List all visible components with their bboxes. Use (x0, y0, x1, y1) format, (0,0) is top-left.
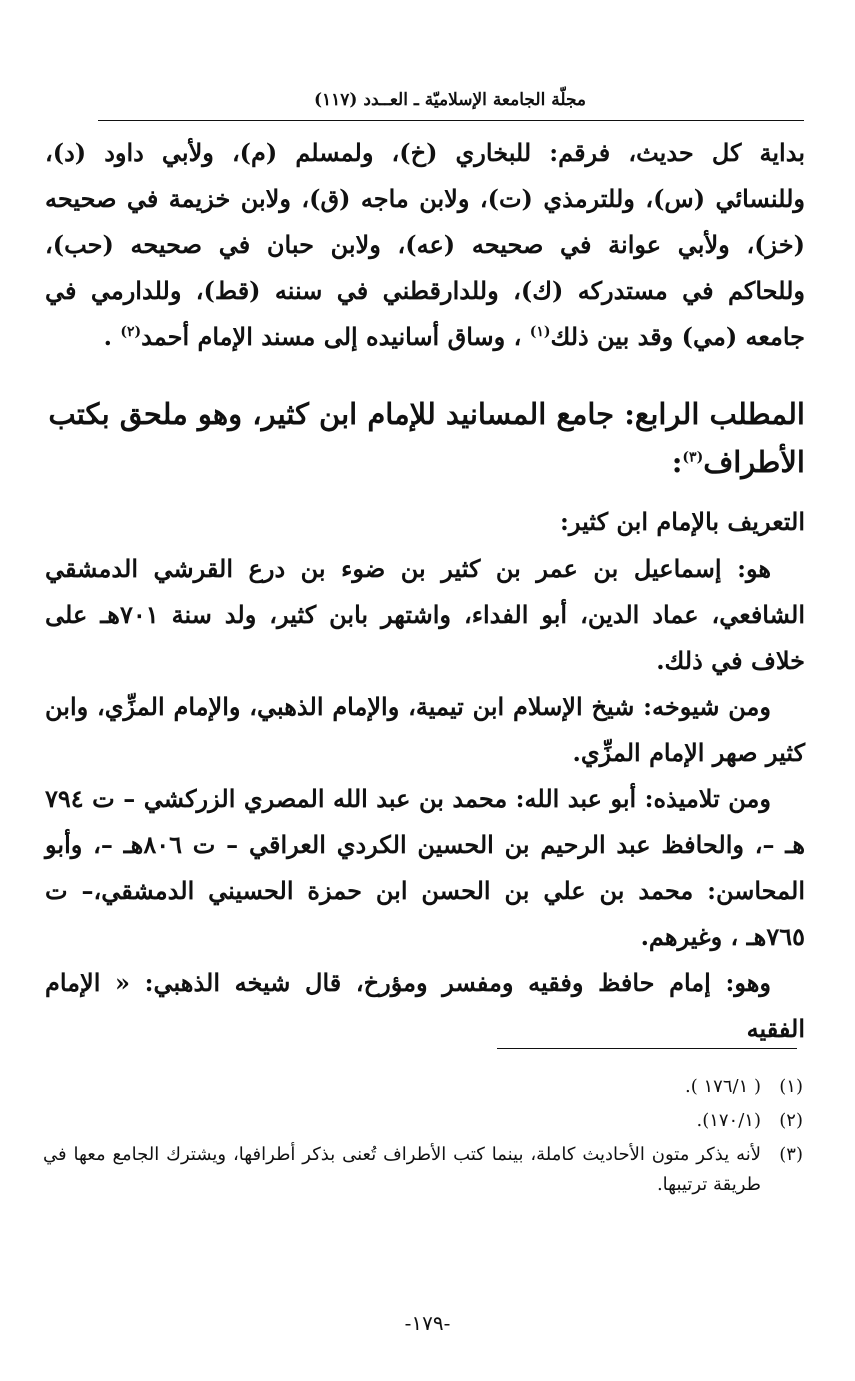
footnote-ref-3: (٣) (682, 449, 704, 466)
section-heading-text: المطلب الرابع: جامع المسانيد للإمام ابن كثير، وهو ملحق بكتب الأطراف (48, 397, 805, 479)
footnote-item (43, 1106, 803, 1136)
footnote-text: لأنه يذكر متون الأحاديث كاملة، بينما كتب الأطراف تُعنى بذكر أطرافها، ويشترك الجامع معها في طريقة ترتيبها. (43, 1144, 761, 1195)
footnote-number: (٣) (779, 1144, 803, 1165)
footnote-number: (١) (779, 1076, 803, 1097)
running-header: مجلّة الجامعة الإسلاميّة ـ العــدد (١١٧) (313, 90, 587, 110)
footnote-number: (٢) (779, 1110, 803, 1131)
paragraph-description: وهو: إمام حافظ وفقيه ومفسر ومؤرخ، قال شيخه الذهبي: « الإمام الفقيه (45, 968, 805, 1043)
section-heading-end: : (671, 445, 683, 479)
footnote-text: ( ١٧٦/١ ). (685, 1076, 761, 1097)
paragraph-intro (45, 130, 805, 360)
paragraph-teachers: ومن شيوخه: شيخ الإسلام ابن تيمية، والإمام الذهبي، والإمام المزِّي، وابن كثير صهر الإمام المزِّي. (45, 692, 805, 767)
paragraph-biography: هو: إسماعيل بن عمر بن كثير بن ضوء بن درع القرشي الدمشقي الشافعي، عماد الدين، أبو الفداء، واشتهر بابن كثير، ولد سنة ٧٠١هـ على خلاف في ذلك. (45, 554, 805, 675)
subheading: التعريف بالإمام ابن كثير: (560, 507, 805, 536)
footnote-ref-2: (٢) (120, 324, 142, 340)
section-heading (45, 390, 805, 486)
footnote-text: (١٧٠/١). (696, 1110, 761, 1131)
page-number: -١٧٩- (404, 1311, 451, 1335)
paragraph-intro-text: بداية كل حديث، فرقم: للبخاري (خ)، ولمسلم (م)، ولأبي داود (د)، وللنسائي (س)، وللترمذي (ت)، ولابن ماجه (ق)، ولابن خزيمة في صحيحه (خز)، ولأبي عوانة في صحيحه (عه)، ولابن حبان في صحيحه (حب)، وللحاكم في مستدركه (ك)، وللدارقطني في سننه (قط)، وللدارمي في جامعه (مي) وقد بين ذلك (45, 138, 805, 351)
paragraph-intro-end: . (103, 322, 113, 351)
footnote-divider (497, 1048, 797, 1049)
paragraph-intro-continuation: ، وساق أسانيده إلى مسند الإمام أحمد (141, 322, 522, 351)
footnote-ref-1: (١) (529, 324, 551, 340)
paragraph-students: ومن تلاميذه: أبو عبد الله: محمد بن عبد الله المصري الزركشي – ت ٧٩٤ هـ –، والحافظ عبد الرحيم بن الحسين الكردي العراقي – ت ٨٠٦هـ –، وأبو المحاسن: محمد بن علي بن الحسن ابن حمزة الحسيني الدمشقي،– ت ٧٦٥هـ ، وغيرهم. (45, 784, 805, 951)
footnotes (43, 1072, 803, 1204)
header-divider (98, 120, 804, 121)
main-text (45, 130, 805, 1052)
footnote-item (43, 1072, 803, 1102)
footnote-item (43, 1140, 803, 1200)
